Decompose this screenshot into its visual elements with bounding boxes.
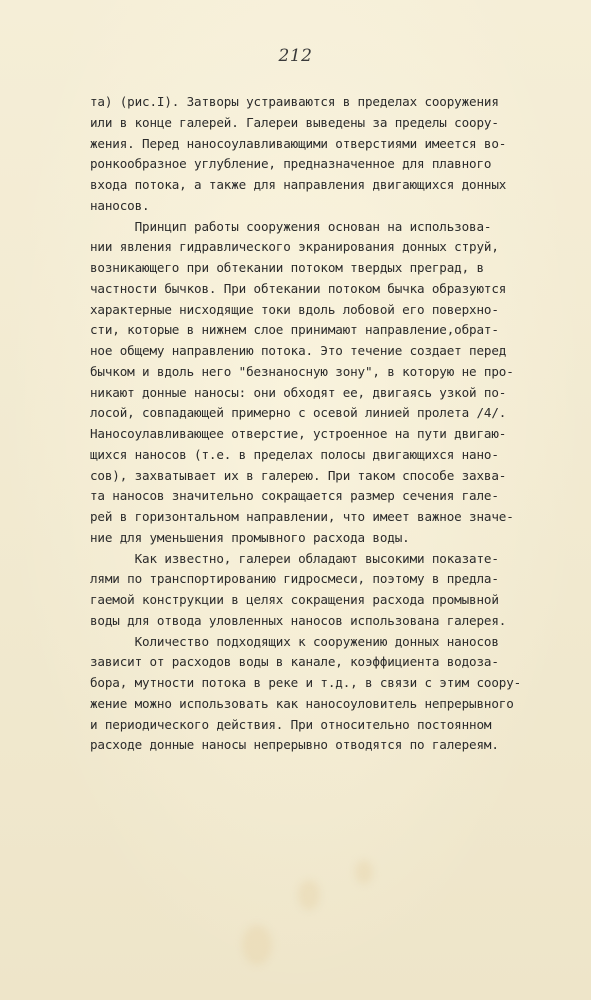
text-line: возникающего при обтекании потоком твердых преград, в (90, 260, 484, 275)
text-line: жение можно использовать как наносоуловитель непрерывного (90, 695, 514, 711)
text-line: бора, мутности потока в реке и т.д., в связи с этим соору- (90, 675, 522, 690)
text-line: та наносов значительно сокращается размер сечения гале- (90, 488, 499, 504)
text-line: зависит от расходов воды в канале, коэффициента водоза- (90, 654, 499, 670)
text-line: сов), захватывает их в галерею. При таком способе захва- (90, 467, 507, 483)
text-line: ние для уменьшения промывного расхода воды. (90, 529, 410, 545)
text-line: расходе донные наносы непрерывно отводятся по галереям. (90, 737, 499, 753)
text-line: Наносоулавливающее отверстие, устроенное на пути двигаю- (90, 426, 507, 441)
text-line: и периодического действия. При относительно постоянном (90, 716, 492, 732)
text-line: жения. Перед наносоулавливающими отверстиями имеется во- (90, 135, 507, 151)
text-line: бычком и вдоль него "безнаносную зону", в которую не про- (90, 363, 514, 379)
text-line: наносов. (90, 197, 150, 213)
text-line: входа потока, а также для направления двигающихся донных (90, 177, 507, 192)
page-number: 212 (278, 46, 313, 66)
text-line: Количество подходящих к сооружению донных наносов (90, 633, 499, 649)
text-line: Принцип работы сооружения основан на использова- (90, 218, 492, 234)
text-line: та) (рис.I). Затворы устраиваются в пределах сооружения (90, 94, 499, 109)
text-line: сти, которые в нижнем слое принимают направление,обрат- (90, 322, 499, 338)
text-line: Как известно, галереи обладают высокими показате- (90, 550, 499, 566)
text-line: частности бычков. При обтекании потоком бычка образуются (90, 280, 507, 296)
paper-stain (355, 860, 373, 884)
text-line: или в конце галерей. Галереи выведены за пределы соору- (90, 114, 499, 130)
paper-stain (242, 925, 272, 965)
body-text (90, 92, 560, 756)
text-line: характерные нисходящие токи вдоль лобовой его поверхно- (90, 301, 499, 317)
paper-stain (298, 880, 320, 910)
text-line: ное общему направлению потока. Это течение создает перед (90, 343, 507, 358)
text-line: нии явления гидравлического экранирования донных струй, (90, 239, 499, 255)
text-line: воды для отвода уловленных наносов использована галерея. (90, 612, 507, 628)
text-line: гаемой конструкции в целях сокращения расхода промывной (90, 592, 499, 607)
text-line: ронкообразное углубление, предназначенное для плавного (90, 156, 492, 172)
text-line: щихся наносов (т.е. в пределах полосы двигающихся нано- (90, 446, 499, 462)
text-line: лями по транспортированию гидросмеси, поэтому в предла- (90, 571, 499, 587)
text-line: лосой, совпадающей примерно с осевой линией пролета /4/. (90, 405, 507, 421)
text-line: никают донные наносы: они обходят ее, двигаясь узкой по- (90, 384, 507, 400)
text-line: рей в горизонтальном направлении, что имеет важное значе- (90, 509, 514, 524)
